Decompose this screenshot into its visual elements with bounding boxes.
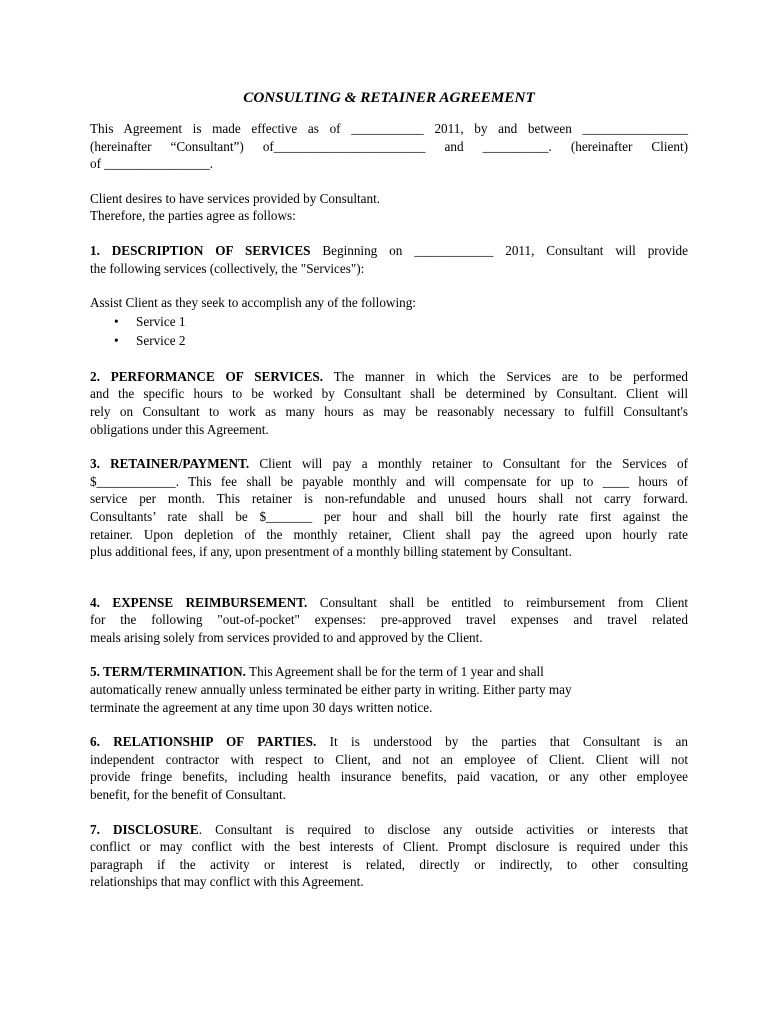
section-line: automatically renew annually unless terminated be either party in writing. Either party may [90,682,572,698]
preamble-line: Therefore, the parties agree as follows: [90,208,296,224]
section-text: It is understood by the parties that Consultant is an [316,734,688,750]
section-line: terminate the agreement at any time upon 30 days written notice. [90,699,433,715]
section-heading: 5. TERM/TERMINATION. [90,664,246,680]
section-line [90,733,688,751]
section-relationship-of-parties [90,733,688,803]
intro-line: This Agreement is made effective as of ___________ 2011, by and between ________________ [90,121,688,136]
section-line: plus additional fees, if any, upon presentment of a monthly billing statement by Consultant. [90,544,572,560]
assist-paragraph: Assist Client as they seek to accomplish any of the following: [90,295,416,311]
section-line: conflict or may conflict with the best interests of Client. Prompt disclosure is required under this [90,839,688,855]
section-text: Consultant shall be entitled to reimbursement from Client [307,594,689,610]
list-item: • Service 1 [90,312,688,332]
section-heading: 1. DESCRIPTION OF SERVICES [90,242,311,258]
section-line: $____________. This fee shall be payable monthly and will compensate for up to ____ hours of [90,473,688,489]
section-line: benefit, for the benefit of Consultant. [90,787,286,803]
section-heading: 2. PERFORMANCE OF SERVICES. [90,368,323,384]
section-term-termination [90,663,688,716]
section-line [90,455,688,473]
section-text: Beginning on ____________ 2011, Consultant will provide [310,242,688,258]
section-retainer-payment [90,455,688,561]
section-line: independent contractor with respect to Client, and not an employee of Client. Client will not [90,751,688,767]
services-list [90,312,688,351]
list-item: • Service 2 [90,331,688,351]
section-line: meals arising solely from services provided to and approved by the Client. [90,629,483,645]
section-line: service per month. This retainer is non-refundable and unused hours shall not carry forward. [90,491,688,507]
section-expense-reimbursement [90,594,688,647]
section-line: paragraph if the activity or interest is related, directly or indirectly, to other consulting [90,856,688,872]
section-text: Client will pay a monthly retainer to Consultant for the Services of [249,456,688,472]
section-line [90,368,688,386]
intro-paragraph [90,120,688,173]
section-line [90,242,688,260]
intro-line: of ________________. [90,156,214,172]
preamble-paragraph [90,190,688,225]
section-line: retainer. Upon depletion of the monthly retainer, Client shall pay the agreed upon hourly rate [90,526,688,542]
section-line: Consultants’ rate shall be $_______ per hour and shall bill the hourly rate first against the [90,508,688,524]
section-text: The manner in which the Services are to be performed [323,368,688,384]
document-title: CONSULTING & RETAINER AGREEMENT [243,89,535,106]
section-line [90,594,688,612]
section-line [90,821,688,839]
preamble-line: Client desires to have services provided by Consultant. [90,190,381,206]
section-heading: 4. EXPENSE REIMBURSEMENT. [90,594,308,610]
section-heading: 3. RETAINER/PAYMENT. [90,456,250,472]
section-line: and the specific hours to be worked by Consultant shall be determined by Consultant. Client will [90,386,688,402]
section-line: obligations under this Agreement. [90,421,269,437]
section-line [90,663,688,681]
section-description-of-services [90,242,688,277]
section-disclosure [90,821,688,891]
section-line: the following services (collectively, the "Services"): [90,260,365,276]
intro-line: (hereinafter “Consultant”) of_______________________ and __________. (hereinafter Client) [90,138,688,154]
section-heading: 6. RELATIONSHIP OF PARTIES. [90,734,317,750]
section-text: This Agreement shall be for the term of 1 year and shall [245,664,544,680]
section-line: rely on Consultant to work as many hours as may be reasonably necessary to fulfill Consultant's [90,403,688,419]
section-heading: 7. DISCLOSURE [90,821,199,837]
section-text: . Consultant is required to disclose any outside activities or interests that [198,821,688,837]
section-line: relationships that may conflict with this Agreement. [90,874,364,890]
section-performance-of-services [90,368,688,438]
section-line: provide fringe benefits, including health insurance benefits, paid vacation, or any other employee [90,769,688,785]
section-line: for the following "out-of-pocket" expenses: pre-approved travel expenses and travel related [90,612,688,628]
